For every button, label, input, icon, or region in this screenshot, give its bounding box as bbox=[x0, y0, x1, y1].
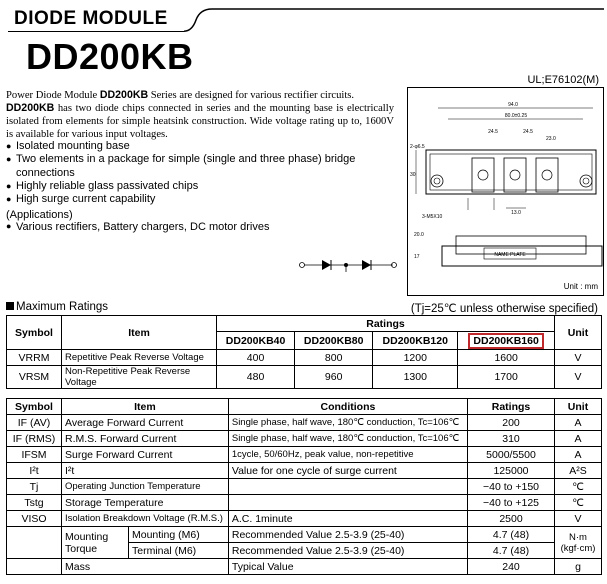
model-title: DD200KB bbox=[26, 36, 194, 77]
table-row: IFSM Surge Forward Current 1cycle, 50/60Hz, peak value, non-repetitive 5000/5500 A bbox=[7, 447, 602, 463]
col-conditions: Conditions bbox=[228, 399, 467, 415]
table-row: I²t I²t Value for one cycle of surge current 125000 A²S bbox=[7, 463, 602, 479]
unit-label: Unit : mm bbox=[563, 282, 598, 291]
dim-label: 13.0 bbox=[511, 210, 521, 216]
max-ratings-condition: (Tj=25℃ unless otherwise specified) bbox=[410, 303, 598, 315]
table-row: Terminal (M6) Recommended Value 2.5-3.9 (25-40) 4.7 (48) bbox=[7, 543, 602, 559]
col-unit: Unit bbox=[555, 316, 602, 350]
dim-label: 3-M5X10 bbox=[422, 214, 443, 220]
table-row: Tstg Storage Temperature −40 to +125 ℃ bbox=[7, 495, 602, 511]
feature-item: ● High surge current capability bbox=[6, 193, 398, 206]
feature-list bbox=[6, 140, 398, 206]
dim-label: 80.0±0.25 bbox=[504, 113, 528, 119]
outline-drawing-svg bbox=[408, 88, 603, 295]
model-header: DD200KB80 bbox=[295, 332, 373, 350]
max-ratings-title: Maximum Ratings bbox=[6, 301, 108, 313]
feature-item: ● Isolated mounting base bbox=[6, 140, 398, 153]
col-symbol: Symbol bbox=[7, 399, 62, 415]
dim-label: 24.5 bbox=[488, 129, 498, 135]
dim-label: 20.0 bbox=[414, 232, 424, 238]
table-row: IF (RMS) R.M.S. Forward Current Single phase, half wave, 180℃ conduction, Tc=106℃ 310 A bbox=[7, 431, 602, 447]
dim-label: 30 bbox=[410, 172, 416, 178]
table-row: VISO Isolation Breakdown Voltage (R.M.S.) A.C. 1minute 2500 V bbox=[7, 511, 602, 527]
dim-label: 17 bbox=[414, 254, 420, 260]
feature-item: ● Two elements in a package for simple (single and three phase) bridge connections bbox=[6, 153, 398, 180]
table-row: VRSM Non-Repetitive Peak Reverse Voltage 480 960 1300 1700 V bbox=[7, 366, 602, 389]
feature-item: ● Highly reliable glass passivated chips bbox=[6, 180, 398, 193]
col-item: Item bbox=[62, 399, 229, 415]
outline-drawing bbox=[407, 87, 604, 296]
applications-text: ● Various rectifiers, Battery chargers, DC motor drives bbox=[6, 221, 269, 233]
model-header-highlighted: DD200KB160 bbox=[458, 332, 555, 350]
col-item: Item bbox=[62, 316, 217, 350]
diode-symbol bbox=[298, 256, 398, 274]
model-header: DD200KB40 bbox=[217, 332, 295, 350]
dim-label: 2-φ6.5 bbox=[410, 144, 425, 150]
dim-label: 24.5 bbox=[523, 129, 533, 135]
col-unit: Unit bbox=[555, 399, 602, 415]
intro-text: Power Diode Module DD200KB Series are designed for various rectifier circuits. DD200KB has two diode chips connected in series and the mounting base is electrically isolated from elements for simple heatsink construction. Wide voltage rating up to, 1600V is available for various input voltages. bbox=[6, 89, 394, 140]
table-row: Mass Typical Value 240 g bbox=[7, 559, 602, 575]
applications-heading: (Applications) bbox=[6, 209, 73, 221]
category-label: DIODE MODULE bbox=[14, 8, 168, 29]
table-row: Tj Operating Junction Temperature −40 to +150 ℃ bbox=[7, 479, 602, 495]
table-row: VRRM Repetitive Peak Reverse Voltage 400 800 1200 1600 V bbox=[7, 350, 602, 366]
table-row: IF (AV) Average Forward Current Single phase, half wave, 180℃ conduction, Tc=106℃ 200 A bbox=[7, 415, 602, 431]
header-rule bbox=[8, 31, 184, 32]
characteristics-table bbox=[6, 398, 602, 575]
col-ratings: Ratings bbox=[217, 316, 555, 332]
col-symbol: Symbol bbox=[7, 316, 62, 350]
table-row: Mounting Torque Mounting (M6) Recommended Value 2.5-3.9 (25-40) 4.7 (48) N·m (kgf·cm) bbox=[7, 527, 602, 543]
max-ratings-table bbox=[6, 315, 602, 389]
header-curve bbox=[184, 8, 604, 32]
name-plate-label: NAME PLATE bbox=[494, 252, 526, 258]
model-header: DD200KB120 bbox=[373, 332, 458, 350]
dim-label: 94.0 bbox=[508, 102, 518, 108]
dim-label: 23.0 bbox=[546, 136, 556, 142]
col-ratings: Ratings bbox=[468, 399, 555, 415]
ul-number: UL;E76102(M) bbox=[527, 74, 599, 86]
